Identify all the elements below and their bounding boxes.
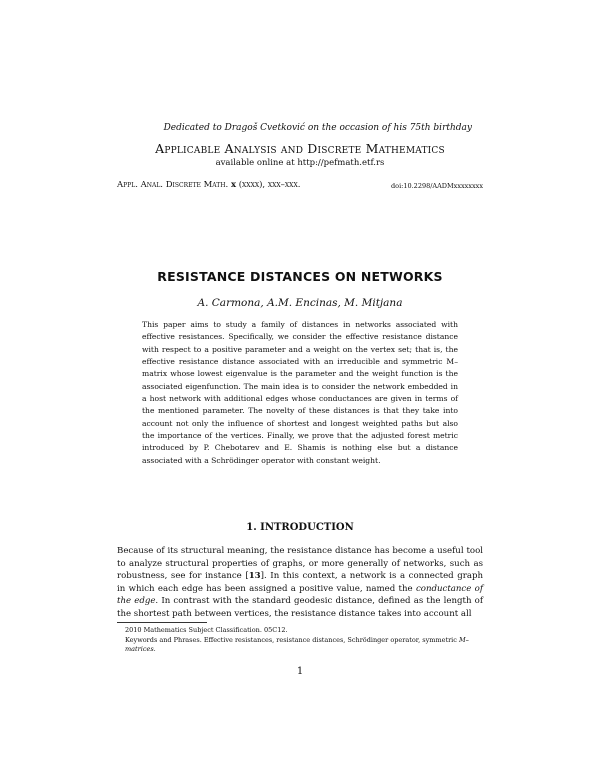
- introduction-paragraph: [117, 545, 483, 621]
- journal-name: Applicable Analysis and Discrete Mathematics: [155, 141, 445, 156]
- abstract: This paper aims to study a family of distances in networks associated with effective resistances. Specifically, we consider the effective resistance distance with respect to a positive parameter and a weight on the vertex set; that is, the effective resistance distance associated with an irreducible and symmetric M–matrix whose lowest eigenvalue is the parameter and the weight function is the associated eigenfunction. The main idea is to consider the network embedded in a host network with additional edges whose conductances are given in terms of the mentioned parameter. The novelty of these distances is that they take into account not only the influence of shortest and longest weighted paths but also the importance of the vertices. Finally, we prove that the adjusted forest metric introduced by P. Chebotarev and E. Shamis is nothing else but a distance associated with a Schrödinger operator with constant weight.: [142, 320, 458, 465]
- intro-text-1: Because of its structural meaning, the resistance distance has become a useful tool to analyze structural properties of graphs, or more generally of networks, such as robustness, see for instance [: [117, 546, 483, 582]
- keywords-math: M–matrices.: [125, 636, 469, 654]
- citation-volume: x: [230, 180, 237, 190]
- doi: doi:10.2298/AADMxxxxxxxx: [391, 182, 483, 190]
- authors: A. Carmona, A.M. Encinas, M. Mitjana: [197, 297, 403, 309]
- section-heading: 1. INTRODUCTION: [246, 522, 354, 533]
- dedication: Dedicated to Dragoš Cvetković on the occasion of his 75th birthday: [163, 123, 472, 133]
- journal-citation: [117, 180, 300, 190]
- availability-line: available online at http://pefmath.etf.rs: [215, 158, 385, 168]
- footnote-rule: [117, 622, 207, 623]
- citation-prefix: Appl. Anal. Discrete Math.: [117, 180, 229, 190]
- intro-term: conductance of the edge: [117, 583, 483, 607]
- intro-text-3: . In contrast with the standard geodesic distance, defined as the length of the shortest path between vertices, the resistance distance takes into account all: [117, 596, 484, 619]
- keywords-text: Keywords and Phrases. Effective resistances, resistance distances, Schrödinger operator, symmetric: [125, 636, 459, 644]
- citation-ref: 13: [248, 571, 261, 582]
- footnote-msc: 2010 Mathematics Subject Classification. 05C12.: [125, 626, 288, 634]
- footnote-keywords: [125, 636, 485, 655]
- page-number: 1: [296, 666, 304, 677]
- paper-title: RESISTANCE DISTANCES ON NETWORKS: [157, 269, 443, 284]
- citation-suffix: (xxxx), xxx–xxx.: [238, 180, 301, 190]
- intro-text-2: ]. In this context, a network is a connected graph in which each edge has been assigned a positive value, named the: [117, 571, 483, 594]
